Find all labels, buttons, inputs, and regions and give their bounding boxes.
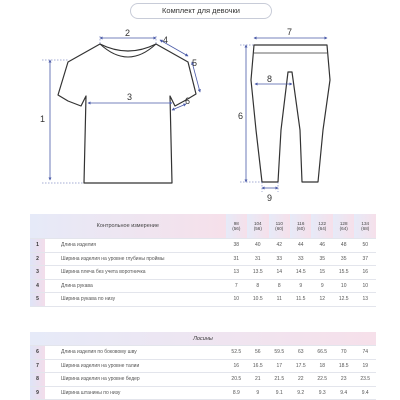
table-cell: 9.4 bbox=[354, 386, 376, 400]
pants-dim-label-6: 6 bbox=[238, 111, 244, 121]
row-number: 9 bbox=[30, 386, 45, 400]
dim-label-2: 2 bbox=[125, 28, 131, 38]
size-header: 104 (56) bbox=[247, 214, 268, 239]
row-label: Длина изделия по боковому шву bbox=[45, 346, 226, 360]
table-cell: 16.5 bbox=[247, 359, 268, 373]
table-cell: 59.5 bbox=[269, 346, 290, 360]
row-number: 5 bbox=[30, 293, 45, 307]
pants-dim-label-9: 9 bbox=[267, 193, 273, 203]
table-cell: 14.5 bbox=[290, 266, 311, 280]
row-number: 4 bbox=[30, 279, 45, 293]
row-number: 8 bbox=[30, 373, 45, 387]
pants-dim-label-7: 7 bbox=[287, 27, 293, 37]
table-cell: 70 bbox=[333, 346, 354, 360]
table-cell: 13 bbox=[226, 266, 247, 280]
size-header: 98 (56) bbox=[226, 214, 247, 239]
tshirt-drawing bbox=[58, 44, 196, 183]
row-number: 1 bbox=[30, 239, 45, 253]
dim-label-3: 3 bbox=[127, 92, 133, 102]
size-header: 110 (60) bbox=[269, 214, 290, 239]
row-label: Ширина плеча без учета воротничка bbox=[45, 266, 226, 280]
table-row bbox=[30, 239, 376, 253]
table-cell: 13.5 bbox=[247, 266, 268, 280]
table-row bbox=[30, 346, 376, 360]
section-header-row bbox=[30, 332, 376, 346]
table-cell: 8 bbox=[247, 279, 268, 293]
table-cell: 9.4 bbox=[333, 386, 354, 400]
table-cell: 31 bbox=[247, 252, 268, 266]
row-number: 6 bbox=[30, 346, 45, 360]
table-cell: 16 bbox=[226, 359, 247, 373]
table-cell: 48 bbox=[333, 239, 354, 253]
leggings-drawing bbox=[251, 45, 330, 182]
size-header: 134 (68) bbox=[354, 214, 376, 239]
table-cell: 35 bbox=[311, 252, 332, 266]
table-cell: 9.2 bbox=[290, 386, 311, 400]
shirt-size-table bbox=[30, 214, 376, 307]
table-row bbox=[30, 252, 376, 266]
table-cell: 23 bbox=[333, 373, 354, 387]
table-cell: 18.5 bbox=[333, 359, 354, 373]
table-cell: 8.9 bbox=[226, 386, 247, 400]
table-cell: 13 bbox=[354, 293, 376, 307]
dim-label-6: 6 bbox=[185, 96, 191, 106]
table-header-row bbox=[30, 214, 376, 239]
table-cell: 38 bbox=[226, 239, 247, 253]
size-header: 116 (60) bbox=[290, 214, 311, 239]
table-cell: 42 bbox=[269, 239, 290, 253]
row-label: Длина рукава bbox=[45, 279, 226, 293]
table-row bbox=[30, 279, 376, 293]
size-header: 128 (64) bbox=[333, 214, 354, 239]
table-cell: 10 bbox=[354, 279, 376, 293]
table-cell: 63 bbox=[290, 346, 311, 360]
table-row bbox=[30, 266, 376, 280]
table-cell: 44 bbox=[290, 239, 311, 253]
table-row bbox=[30, 386, 376, 400]
table-cell: 10 bbox=[333, 279, 354, 293]
row-label: Ширина изделия на уровне глубины проймы bbox=[45, 252, 226, 266]
table-row bbox=[30, 293, 376, 307]
table-cell: 16 bbox=[354, 266, 376, 280]
dim-label-4: 4 bbox=[163, 35, 169, 45]
dim-label-5: 5 bbox=[192, 58, 198, 68]
table-cell: 7 bbox=[226, 279, 247, 293]
row-label: Ширина изделия на уровне талии bbox=[45, 359, 226, 373]
table-cell: 11.5 bbox=[290, 293, 311, 307]
table-cell: 11 bbox=[269, 293, 290, 307]
table-cell: 50 bbox=[354, 239, 376, 253]
table-cell: 14 bbox=[269, 266, 290, 280]
row-number: 7 bbox=[30, 359, 45, 373]
table-cell: 17.5 bbox=[290, 359, 311, 373]
row-number: 3 bbox=[30, 266, 45, 280]
table-cell: 20.5 bbox=[226, 373, 247, 387]
row-number: 2 bbox=[30, 252, 45, 266]
table-header-label: Контрольное измерение bbox=[30, 214, 226, 239]
table-cell: 12 bbox=[311, 293, 332, 307]
table-cell: 15.5 bbox=[333, 266, 354, 280]
table-cell: 66.5 bbox=[311, 346, 332, 360]
row-label: Ширина изделия на уровне бедер bbox=[45, 373, 226, 387]
table-cell: 23.5 bbox=[354, 373, 376, 387]
table-cell: 10 bbox=[226, 293, 247, 307]
row-label: Ширина штанины по низу bbox=[45, 386, 226, 400]
table-cell: 46 bbox=[311, 239, 332, 253]
table-cell: 19 bbox=[354, 359, 376, 373]
table-cell: 9.3 bbox=[311, 386, 332, 400]
table-row bbox=[30, 359, 376, 373]
table-cell: 9 bbox=[290, 279, 311, 293]
table-cell: 37 bbox=[354, 252, 376, 266]
table-cell: 56 bbox=[247, 346, 268, 360]
table-cell: 52.5 bbox=[226, 346, 247, 360]
table-cell: 35 bbox=[333, 252, 354, 266]
table-cell: 10.5 bbox=[247, 293, 268, 307]
pants-dim-label-8: 8 bbox=[267, 74, 273, 84]
size-header: 122 (64) bbox=[311, 214, 332, 239]
section-label: Лосины bbox=[30, 332, 376, 346]
table-cell: 18 bbox=[311, 359, 332, 373]
table-cell: 22 bbox=[290, 373, 311, 387]
row-label: Ширина рукава по низу bbox=[45, 293, 226, 307]
table-cell: 33 bbox=[290, 252, 311, 266]
table-cell: 15 bbox=[311, 266, 332, 280]
table-cell: 21 bbox=[247, 373, 268, 387]
row-label: Длина изделия bbox=[45, 239, 226, 253]
table-cell: 17 bbox=[269, 359, 290, 373]
dim-label-1: 1 bbox=[40, 114, 46, 124]
table-cell: 74 bbox=[354, 346, 376, 360]
page-title: Комплект для девочки bbox=[130, 3, 272, 19]
table-cell: 9 bbox=[311, 279, 332, 293]
table-cell: 12.5 bbox=[333, 293, 354, 307]
table-cell: 9 bbox=[247, 386, 268, 400]
table-cell: 8 bbox=[269, 279, 290, 293]
table-cell: 21.5 bbox=[269, 373, 290, 387]
table-cell: 22.5 bbox=[311, 373, 332, 387]
leggings-size-table bbox=[30, 332, 376, 400]
table-cell: 40 bbox=[247, 239, 268, 253]
table-cell: 9.1 bbox=[269, 386, 290, 400]
table-cell: 31 bbox=[226, 252, 247, 266]
table-row bbox=[30, 373, 376, 387]
table-cell: 33 bbox=[269, 252, 290, 266]
